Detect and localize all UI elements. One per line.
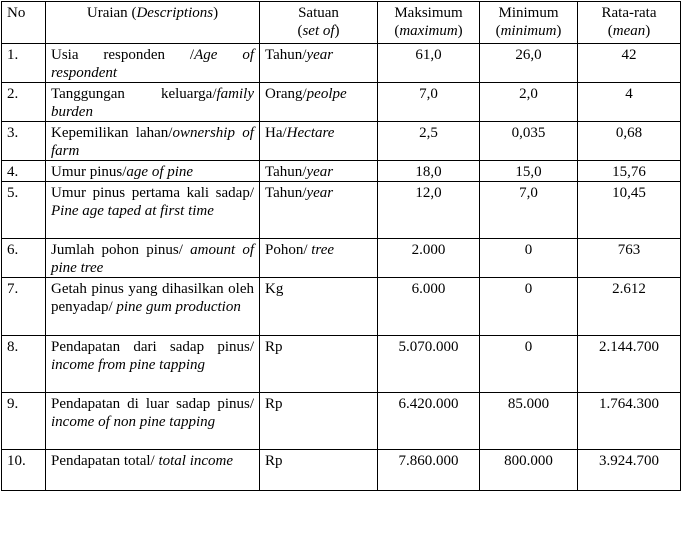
header-mean: Rata-rata (mean) [578, 2, 681, 44]
row-minimum: 15,0 [480, 161, 578, 182]
row-mean: 42 [578, 44, 681, 83]
row-minimum: 85.000 [480, 393, 578, 450]
row-minimum: 26,0 [480, 44, 578, 83]
row-unit: Rp [260, 393, 378, 450]
table-row [2, 83, 681, 122]
row-mean: 763 [578, 239, 681, 278]
row-description: Pendapatan di luar sadap pinus/ income of non pine tapping [46, 393, 260, 450]
table-row [2, 182, 681, 239]
row-minimum: 0,035 [480, 122, 578, 161]
row-maximum: 2.000 [378, 239, 480, 278]
row-minimum: 0 [480, 336, 578, 393]
header-maximum: Maksimum (maximum) [378, 2, 480, 44]
row-maximum: 5.070.000 [378, 336, 480, 393]
row-mean: 0,68 [578, 122, 681, 161]
row-description: Umur pinus pertama kali sadap/ Pine age taped at first time [46, 182, 260, 239]
row-minimum: 7,0 [480, 182, 578, 239]
row-minimum: 2,0 [480, 83, 578, 122]
row-number: 3. [2, 122, 46, 161]
row-unit: Tahun/year [260, 44, 378, 83]
row-maximum: 6.000 [378, 278, 480, 336]
row-maximum: 7.860.000 [378, 450, 480, 491]
row-number: 5. [2, 182, 46, 239]
row-minimum: 800.000 [480, 450, 578, 491]
table-row [2, 278, 681, 336]
row-unit: Rp [260, 336, 378, 393]
statistics-table [1, 1, 681, 491]
row-unit: Orang/peolpe [260, 83, 378, 122]
row-minimum: 0 [480, 239, 578, 278]
row-unit: Kg [260, 278, 378, 336]
row-mean: 15,76 [578, 161, 681, 182]
row-mean: 2.144.700 [578, 336, 681, 393]
table-row [2, 161, 681, 182]
row-maximum: 2,5 [378, 122, 480, 161]
row-minimum: 0 [480, 278, 578, 336]
row-unit: Tahun/year [260, 182, 378, 239]
row-description: Getah pinus yang dihasilkan oleh penyadap/ pine gum production [46, 278, 260, 336]
table-row [2, 44, 681, 83]
row-mean: 10,45 [578, 182, 681, 239]
row-description: Pendapatan total/ total income [46, 450, 260, 491]
row-number: 10. [2, 450, 46, 491]
table-row [2, 450, 681, 491]
row-mean: 1.764.300 [578, 393, 681, 450]
row-description: Kepemilikan lahan/ownership of farm [46, 122, 260, 161]
row-number: 7. [2, 278, 46, 336]
table-row [2, 336, 681, 393]
row-maximum: 18,0 [378, 161, 480, 182]
row-mean: 2.612 [578, 278, 681, 336]
row-unit: Pohon/ tree [260, 239, 378, 278]
row-number: 1. [2, 44, 46, 83]
row-number: 2. [2, 83, 46, 122]
row-maximum: 7,0 [378, 83, 480, 122]
row-maximum: 6.420.000 [378, 393, 480, 450]
row-unit: Tahun/year [260, 161, 378, 182]
header-description: Uraian (Descriptions) [46, 2, 260, 44]
row-description: Umur pinus/age of pine [46, 161, 260, 182]
row-maximum: 12,0 [378, 182, 480, 239]
row-unit: Rp [260, 450, 378, 491]
row-mean: 3.924.700 [578, 450, 681, 491]
header-minimum: Minimum (minimum) [480, 2, 578, 44]
row-description: Pendapatan dari sadap pinus/ income from pine tapping [46, 336, 260, 393]
row-number: 8. [2, 336, 46, 393]
header-no: No [2, 2, 46, 44]
row-number: 9. [2, 393, 46, 450]
row-unit: Ha/Hectare [260, 122, 378, 161]
row-mean: 4 [578, 83, 681, 122]
table-row [2, 239, 681, 278]
row-description: Jumlah pohon pinus/ amount of pine tree [46, 239, 260, 278]
header-unit: Satuan (set of) [260, 2, 378, 44]
row-maximum: 61,0 [378, 44, 480, 83]
row-description: Tanggungan keluarga/family burden [46, 83, 260, 122]
header-row [2, 2, 681, 44]
row-description: Usia responden /Age of respondent [46, 44, 260, 83]
row-number: 4. [2, 161, 46, 182]
row-number: 6. [2, 239, 46, 278]
table-row [2, 122, 681, 161]
table-row [2, 393, 681, 450]
